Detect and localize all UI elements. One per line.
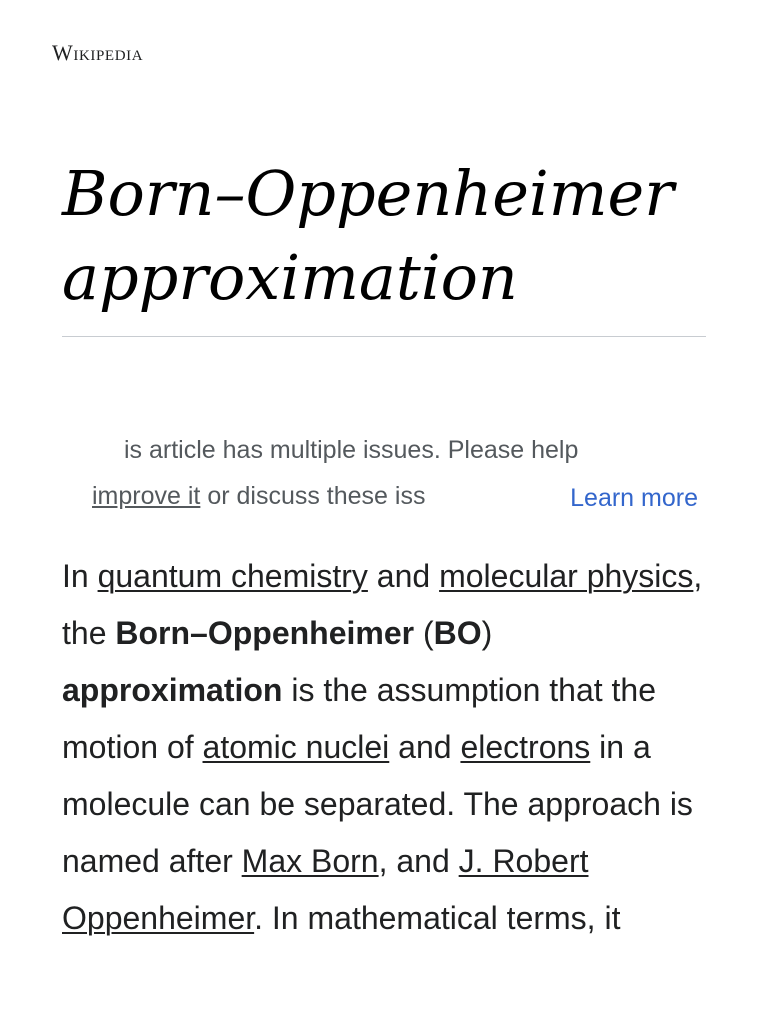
max-born-link[interactable]: Max Born	[241, 843, 379, 879]
lead-text: in a molecule can be separated. The approach is named after	[62, 729, 693, 879]
lead-text: In	[62, 558, 98, 594]
atomic-nuclei-link[interactable]: atomic nuclei	[202, 729, 390, 765]
bold-approximation: approximation	[62, 672, 283, 708]
wikipedia-wordmark[interactable]: Wikipedia	[52, 40, 144, 65]
lead-text: (	[414, 615, 434, 651]
lead-paragraph	[62, 548, 712, 947]
improve-it-link[interactable]: improve it	[92, 482, 201, 510]
lead-text: and	[367, 558, 440, 594]
j-robert-oppenheimer-link[interactable]: J. Robert Oppenheimer	[62, 843, 589, 936]
electrons-link[interactable]: electrons	[460, 729, 591, 765]
issues-notice	[62, 430, 706, 530]
bold-bo-abbreviation: BO	[433, 615, 482, 651]
lead-text: , and	[378, 843, 459, 879]
lead-text: and	[389, 729, 461, 765]
notice-text-rest: or discuss these iss	[200, 482, 426, 510]
learn-more-link[interactable]: Learn more	[570, 484, 698, 512]
notice-text-line2	[92, 482, 454, 511]
lead-text: , the	[62, 558, 703, 651]
lead-text: . In mathematical terms, it	[254, 900, 621, 936]
lead-text: )	[481, 615, 493, 651]
molecular-physics-link[interactable]: molecular physics	[439, 558, 694, 594]
page-title: Born–Oppenheimer approximation	[62, 157, 674, 314]
title-divider	[62, 336, 706, 337]
bold-born-oppenheimer: Born–Oppenheimer	[115, 615, 415, 651]
notice-text-line1: is article has multiple issues. Please help	[124, 436, 579, 464]
quantum-chemistry-link[interactable]: quantum chemistry	[97, 558, 368, 594]
lead-text: is the assumption that the motion of	[62, 672, 657, 765]
